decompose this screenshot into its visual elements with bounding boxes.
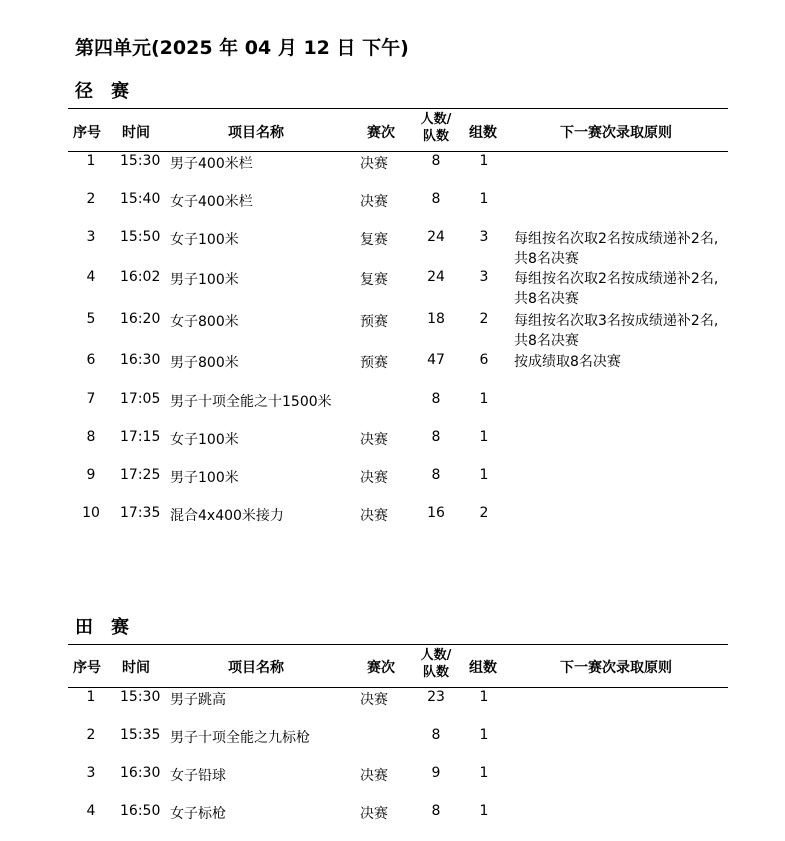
table-row bbox=[0, 191, 785, 211]
page-title: 第四单元(2025 年 04 月 12 日 下午) bbox=[75, 37, 409, 59]
row-time: 17:15 bbox=[120, 429, 161, 445]
row-groups: 2 bbox=[479, 505, 489, 521]
row-groups: 1 bbox=[479, 803, 489, 819]
row-event-name: 女子400米栏 bbox=[170, 194, 253, 210]
track-header-bottom-rule bbox=[68, 151, 728, 152]
row-count: 47 bbox=[427, 352, 445, 368]
row-count: 8 bbox=[431, 153, 441, 169]
row-time: 15:30 bbox=[120, 689, 161, 705]
row-no: 10 bbox=[82, 505, 100, 521]
track-section-title: 径 赛 bbox=[75, 81, 129, 102]
row-time: 16:30 bbox=[120, 352, 161, 368]
row-event-name: 混合4x400米接力 bbox=[170, 508, 284, 524]
row-groups: 1 bbox=[479, 727, 489, 743]
row-round: 复赛 bbox=[360, 232, 388, 248]
row-groups: 1 bbox=[479, 429, 489, 445]
row-event-name: 男子跳高 bbox=[170, 692, 226, 708]
row-count: 8 bbox=[431, 803, 441, 819]
row-next-rule: 每组按名次取2名按成绩递补2名,共8名决赛 bbox=[514, 271, 719, 307]
row-groups: 2 bbox=[479, 311, 489, 327]
row-no: 7 bbox=[86, 391, 96, 407]
row-event-name: 男子100米 bbox=[170, 470, 239, 486]
row-round: 复赛 bbox=[360, 272, 388, 288]
row-round: 决赛 bbox=[360, 806, 388, 822]
row-groups: 1 bbox=[479, 765, 489, 781]
header-time: 时间 bbox=[122, 125, 150, 141]
table-row bbox=[0, 689, 785, 709]
row-no: 3 bbox=[86, 765, 96, 781]
row-groups: 1 bbox=[479, 191, 489, 207]
row-round: 决赛 bbox=[360, 156, 388, 172]
table-row bbox=[0, 765, 785, 785]
row-groups: 3 bbox=[479, 229, 489, 245]
row-no: 1 bbox=[86, 153, 96, 169]
table-row bbox=[0, 505, 785, 525]
header-count-line2: 队数 bbox=[422, 665, 449, 680]
header-count bbox=[411, 111, 461, 145]
table-row bbox=[0, 269, 785, 307]
row-time: 15:35 bbox=[120, 727, 161, 743]
header-round: 赛次 bbox=[367, 125, 395, 141]
row-no: 8 bbox=[86, 429, 96, 445]
table-row bbox=[0, 803, 785, 823]
header-time: 时间 bbox=[122, 660, 150, 676]
table-row bbox=[0, 391, 785, 411]
row-next-rule: 每组按名次取3名按成绩递补2名,共8名决赛 bbox=[514, 313, 719, 349]
table-row bbox=[0, 727, 785, 747]
header-next-rule: 下一赛次录取原则 bbox=[560, 660, 672, 676]
row-count: 24 bbox=[427, 269, 445, 285]
row-time: 17:25 bbox=[120, 467, 161, 483]
row-count: 18 bbox=[427, 311, 445, 327]
row-count: 8 bbox=[431, 429, 441, 445]
header-groups: 组数 bbox=[469, 125, 497, 141]
field-header-top-rule bbox=[68, 644, 728, 645]
row-groups: 3 bbox=[479, 269, 489, 285]
row-event-name: 女子800米 bbox=[170, 314, 239, 330]
row-round: 决赛 bbox=[360, 194, 388, 210]
row-time: 16:02 bbox=[120, 269, 161, 285]
header-groups: 组数 bbox=[469, 660, 497, 676]
row-count: 8 bbox=[431, 727, 441, 743]
row-count: 8 bbox=[431, 467, 441, 483]
row-groups: 1 bbox=[479, 467, 489, 483]
row-count: 24 bbox=[427, 229, 445, 245]
table-row bbox=[0, 352, 785, 372]
header-no: 序号 bbox=[73, 125, 101, 141]
row-time: 16:50 bbox=[120, 803, 161, 819]
row-time: 15:30 bbox=[120, 153, 161, 169]
row-event-name: 男子400米栏 bbox=[170, 156, 253, 172]
row-round: 决赛 bbox=[360, 508, 388, 524]
row-count: 8 bbox=[431, 191, 441, 207]
row-round: 决赛 bbox=[360, 432, 388, 448]
row-time: 16:30 bbox=[120, 765, 161, 781]
row-no: 2 bbox=[86, 191, 96, 207]
row-event-name: 女子铅球 bbox=[170, 768, 226, 784]
row-groups: 6 bbox=[479, 352, 489, 368]
track-header-top-rule bbox=[68, 108, 728, 109]
header-no: 序号 bbox=[73, 660, 101, 676]
table-row bbox=[0, 467, 785, 487]
row-groups: 1 bbox=[479, 689, 489, 705]
table-row bbox=[0, 229, 785, 267]
row-count: 9 bbox=[431, 765, 441, 781]
row-time: 15:40 bbox=[120, 191, 161, 207]
field-section-title: 田 赛 bbox=[75, 617, 129, 638]
row-round: 决赛 bbox=[360, 768, 388, 784]
row-time: 15:50 bbox=[120, 229, 161, 245]
row-no: 4 bbox=[86, 803, 96, 819]
field-header-bottom-rule bbox=[68, 687, 728, 688]
row-count: 16 bbox=[427, 505, 445, 521]
row-no: 9 bbox=[86, 467, 96, 483]
row-round: 预赛 bbox=[360, 314, 388, 330]
header-count bbox=[411, 647, 461, 681]
row-no: 1 bbox=[86, 689, 96, 705]
row-round: 决赛 bbox=[360, 692, 388, 708]
header-name: 项目名称 bbox=[228, 125, 284, 141]
table-row bbox=[0, 311, 785, 349]
row-no: 5 bbox=[86, 311, 96, 327]
table-row bbox=[0, 153, 785, 173]
header-count-line1: 人数/ bbox=[420, 112, 452, 127]
header-name: 项目名称 bbox=[228, 660, 284, 676]
row-groups: 1 bbox=[479, 391, 489, 407]
header-count-line2: 队数 bbox=[422, 129, 449, 144]
row-no: 3 bbox=[86, 229, 96, 245]
table-row bbox=[0, 429, 785, 449]
row-event-name: 男子800米 bbox=[170, 355, 239, 371]
header-count-line1: 人数/ bbox=[420, 648, 452, 663]
row-event-name: 男子十项全能之十1500米 bbox=[170, 394, 332, 410]
row-count: 23 bbox=[427, 689, 445, 705]
row-round: 决赛 bbox=[360, 470, 388, 486]
row-no: 2 bbox=[86, 727, 96, 743]
row-round: 预赛 bbox=[360, 355, 388, 371]
row-event-name: 女子100米 bbox=[170, 232, 239, 248]
row-event-name: 男子100米 bbox=[170, 272, 239, 288]
row-event-name: 女子100米 bbox=[170, 432, 239, 448]
row-count: 8 bbox=[431, 391, 441, 407]
row-event-name: 女子标枪 bbox=[170, 806, 226, 822]
row-time: 17:05 bbox=[120, 391, 161, 407]
row-event-name: 男子十项全能之九标枪 bbox=[170, 730, 310, 746]
row-groups: 1 bbox=[479, 153, 489, 169]
row-time: 16:20 bbox=[120, 311, 161, 327]
header-round: 赛次 bbox=[367, 660, 395, 676]
row-no: 4 bbox=[86, 269, 96, 285]
row-next-rule: 每组按名次取2名按成绩递补2名,共8名决赛 bbox=[514, 231, 719, 267]
row-next-rule: 按成绩取8名决赛 bbox=[514, 354, 621, 370]
row-time: 17:35 bbox=[120, 505, 161, 521]
header-next-rule: 下一赛次录取原则 bbox=[560, 125, 672, 141]
row-no: 6 bbox=[86, 352, 96, 368]
